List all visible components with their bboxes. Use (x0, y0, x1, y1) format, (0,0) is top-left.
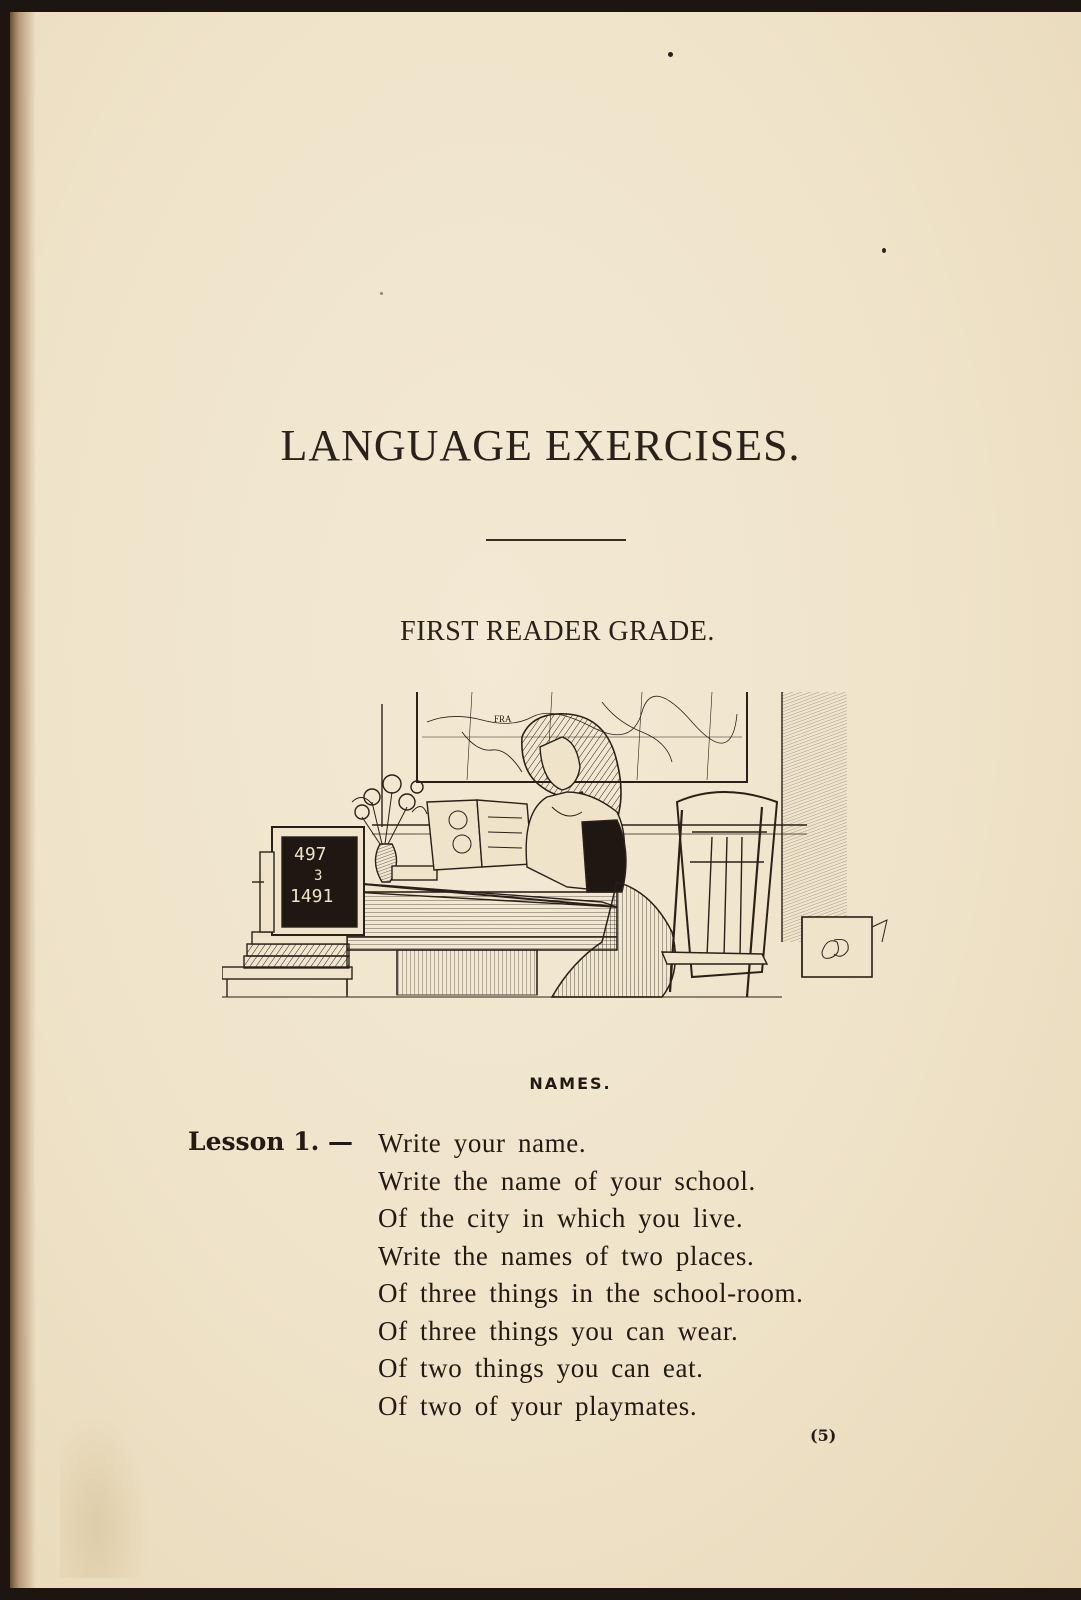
ink-speck (882, 248, 886, 253)
girl-figure (522, 714, 676, 997)
section-heading: NAMES. (529, 1074, 612, 1093)
slate-number: 1491 (290, 886, 334, 907)
lesson-line: Write the name of your school. (378, 1165, 756, 1196)
slate-number: 497 (294, 844, 327, 865)
lesson-line: Write the names of two places. (378, 1240, 755, 1271)
monogram-stool (802, 917, 887, 977)
book-stack (244, 932, 349, 968)
ink-speck (380, 292, 383, 295)
side-stand (222, 967, 352, 997)
lesson-line: Of the city in which you live. (378, 1203, 744, 1233)
page-subtitle: FIRST READER GRADE. (400, 616, 715, 647)
page-title: LANGUAGE EXERCISES. (280, 421, 801, 470)
lesson-label: Lesson 1. — (188, 1127, 353, 1156)
lesson-line: Of two things you can eat. (378, 1353, 704, 1383)
lesson-line: Write your name. (378, 1128, 587, 1158)
lesson-list (378, 1125, 803, 1425)
title-rule (486, 539, 626, 541)
lesson-line: Of three things in the school-room. (378, 1278, 804, 1308)
open-book (427, 800, 532, 870)
schoolgirl-engraving (222, 692, 912, 1022)
lesson-line: Of two of your playmates. (378, 1390, 698, 1421)
chair (662, 792, 777, 997)
page-stain (60, 1408, 150, 1578)
slate-number: 3 (314, 868, 323, 884)
lesson-line: Of three things you can wear. (378, 1315, 739, 1346)
svg-text:FRA: FRA (494, 714, 512, 724)
page-number: (5) (810, 1426, 837, 1445)
spine-shadow (10, 12, 36, 1588)
ink-speck (668, 52, 673, 57)
